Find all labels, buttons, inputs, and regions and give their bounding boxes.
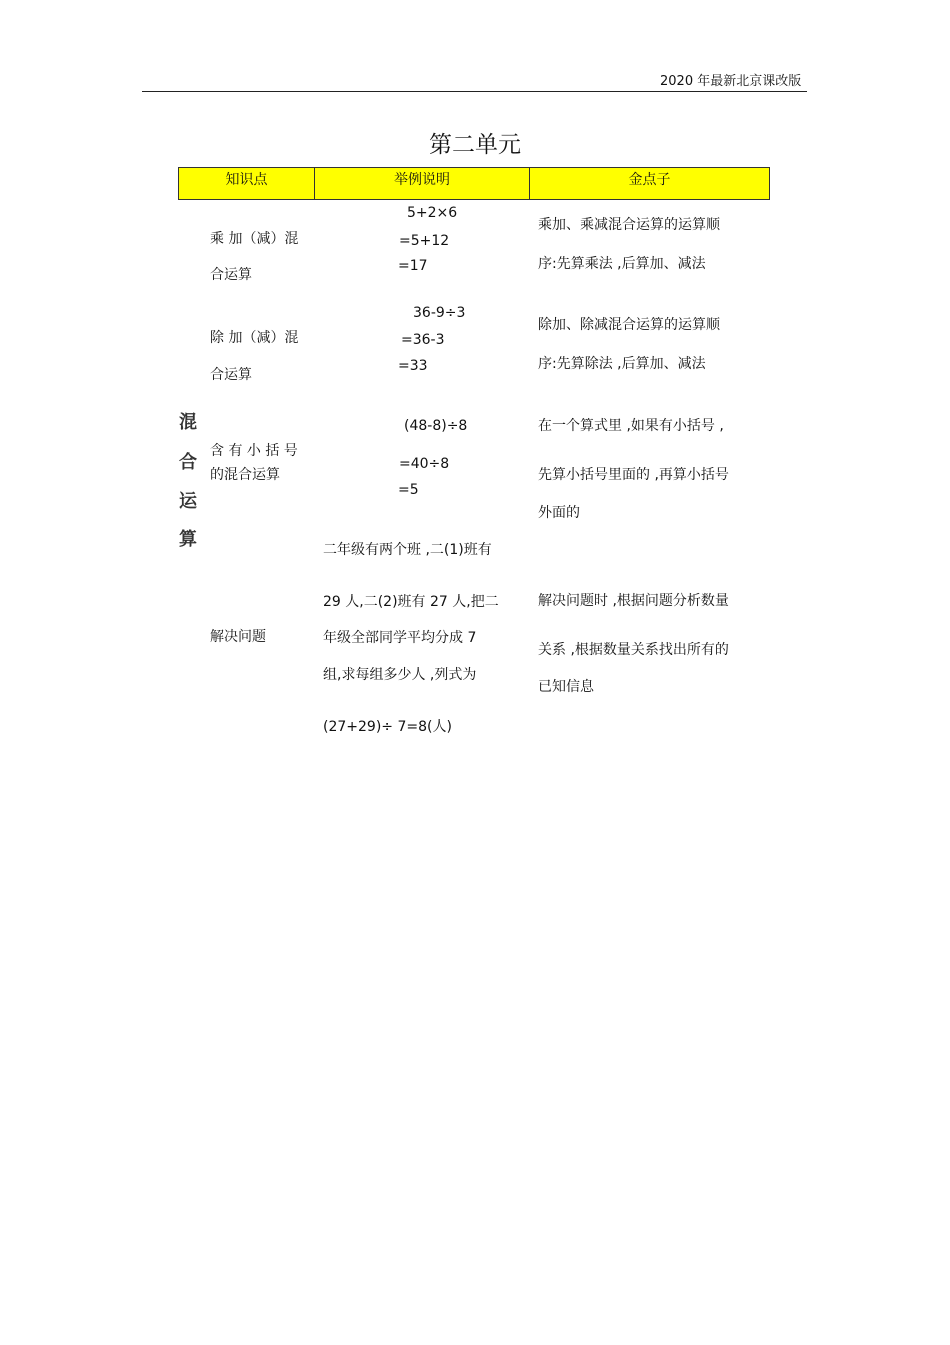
example-text: (48-8)÷8	[404, 418, 468, 434]
example-text: 5+2×6	[407, 205, 458, 221]
example-text: =5	[398, 482, 419, 498]
example-text: (27+29)÷ 7=8(人)	[323, 719, 452, 735]
category-char: 混	[179, 412, 197, 433]
example-text: =33	[398, 358, 428, 374]
col-header-example: 举例说明	[394, 172, 450, 188]
example-text: 组,求每组多少人 ,列式为	[323, 667, 477, 683]
example-text: =40÷8	[399, 456, 450, 472]
example-text: 36-9÷3	[413, 305, 466, 321]
tip-text: 外面的	[538, 505, 580, 521]
tip-text: 先算小括号里面的 ,再算小括号	[538, 467, 729, 483]
category-char: 运	[179, 491, 197, 512]
example-text: 年级全部同学平均分成 7	[323, 630, 477, 646]
tip-text: 除加、除减混合运算的运算顺	[538, 317, 720, 333]
topic-text: 乘 加（减）混	[210, 231, 299, 247]
tip-text: 关系 ,根据数量关系找出所有的	[538, 642, 729, 658]
col-header-knowledge: 知识点	[225, 172, 268, 188]
tip-text: 序:先算除法 ,后算加、减法	[538, 356, 706, 372]
topic-text: 除 加（减）混	[210, 330, 299, 346]
tip-text: 解决问题时 ,根据问题分析数量	[538, 593, 729, 609]
example-text: =36-3	[401, 332, 445, 348]
tip-text: 已知信息	[538, 679, 594, 695]
table-header	[178, 167, 770, 200]
page-title: 第二单元	[429, 132, 521, 158]
topic-text: 合运算	[210, 367, 252, 383]
example-text: 二年级有两个班 ,二(1)班有	[323, 542, 492, 558]
col-header-tip: 金点子	[628, 172, 671, 188]
example-text: 29 人,二(2)班有 27 人,把二	[323, 594, 499, 610]
header-rule	[142, 91, 807, 92]
topic-text: 合运算	[210, 267, 252, 283]
category-char: 算	[179, 529, 197, 550]
edition-header: 2020 年最新北京课改版	[660, 74, 802, 89]
tip-text: 乘加、乘减混合运算的运算顺	[538, 217, 720, 233]
example-text: =17	[398, 258, 428, 274]
category-char: 合	[179, 452, 197, 473]
topic-text: 的混合运算	[210, 467, 280, 483]
example-text: =5+12	[399, 233, 450, 249]
tip-text: 序:先算乘法 ,后算加、减法	[538, 256, 706, 272]
topic-text: 解决问题	[210, 629, 266, 645]
tip-text: 在一个算式里 ,如果有小括号 ,	[538, 418, 724, 434]
topic-text: 含 有 小 括 号	[210, 443, 298, 459]
